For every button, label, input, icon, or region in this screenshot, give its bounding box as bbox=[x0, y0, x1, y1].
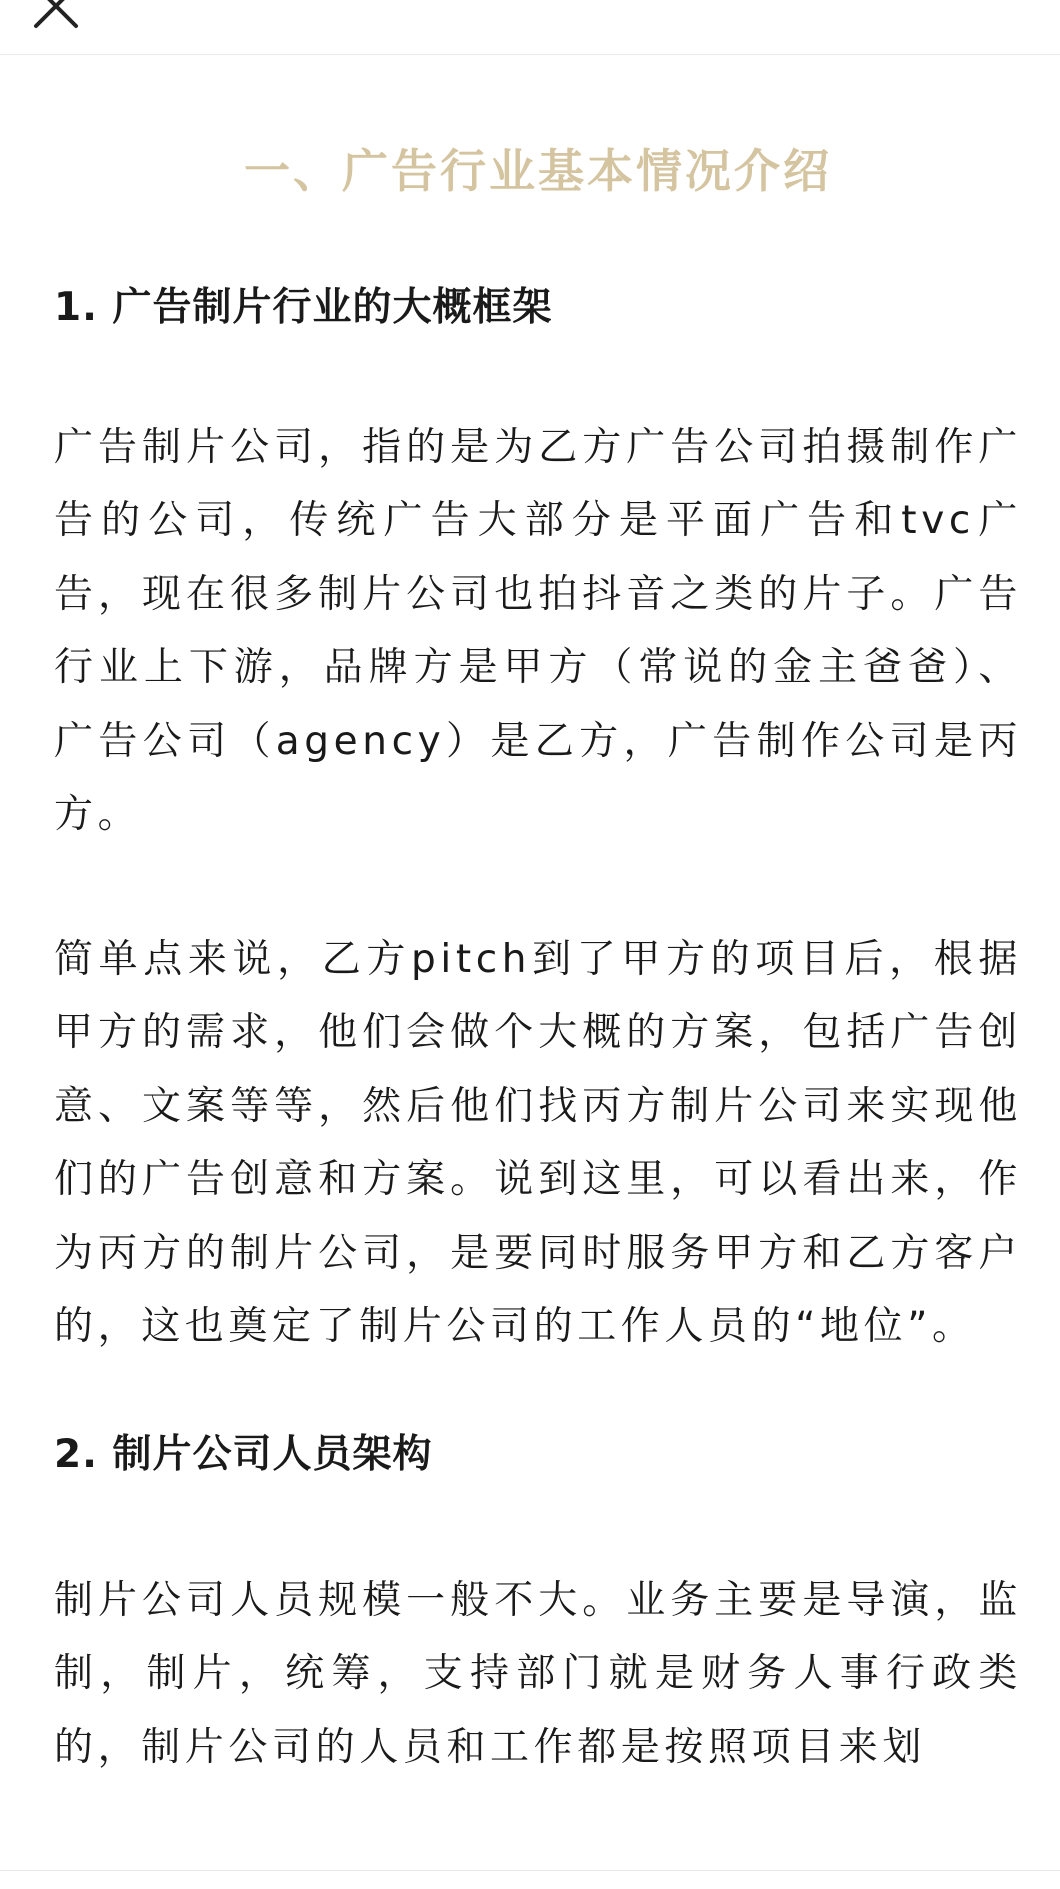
section-title: 一、广告行业基本情况介绍 bbox=[244, 144, 832, 198]
subheading-staff-structure: 2. 制片公司人员架构 bbox=[54, 1431, 433, 1477]
close-button[interactable] bbox=[28, 0, 84, 34]
paragraph-intro: 广告制片公司，指的是为乙方广告公司拍摄制作广告的公司，传统广告大部分是平面广告和tvc广告，现在很多制片公司也拍抖音之类的片子。广告行业上下游，品牌方是甲方（常说的金主爸爸）、广告公司（agency）是乙方，广告制作公司是丙方。 bbox=[54, 424, 1022, 838]
paragraph-explanation: 简单点来说，乙方pitch到了甲方的项目后，根据甲方的需求，他们会做个大概的方案，包括广告创意、文案等等，然后他们找丙方制片公司来实现他们的广告创意和方案。说到这里，可以看出来，作为丙方的制片公司，是要同时服务甲方和乙方客户的，这也奠定了制片公司的工作人员的“地位”。 bbox=[54, 936, 1022, 1350]
paragraph-staff: 制片公司人员规模一般不大。业务主要是导演，监制，制片，统筹，支持部门就是财务人事行政类的，制片公司的人员和工作都是按照项目来划 bbox=[54, 1577, 1022, 1770]
subheading-framework: 1. 广告制片行业的大概框架 bbox=[54, 285, 553, 331]
top-bar bbox=[0, 0, 1060, 55]
bottom-edge bbox=[0, 1870, 1060, 1889]
article-body bbox=[54, 54, 1022, 1784]
close-icon bbox=[28, 0, 84, 34]
